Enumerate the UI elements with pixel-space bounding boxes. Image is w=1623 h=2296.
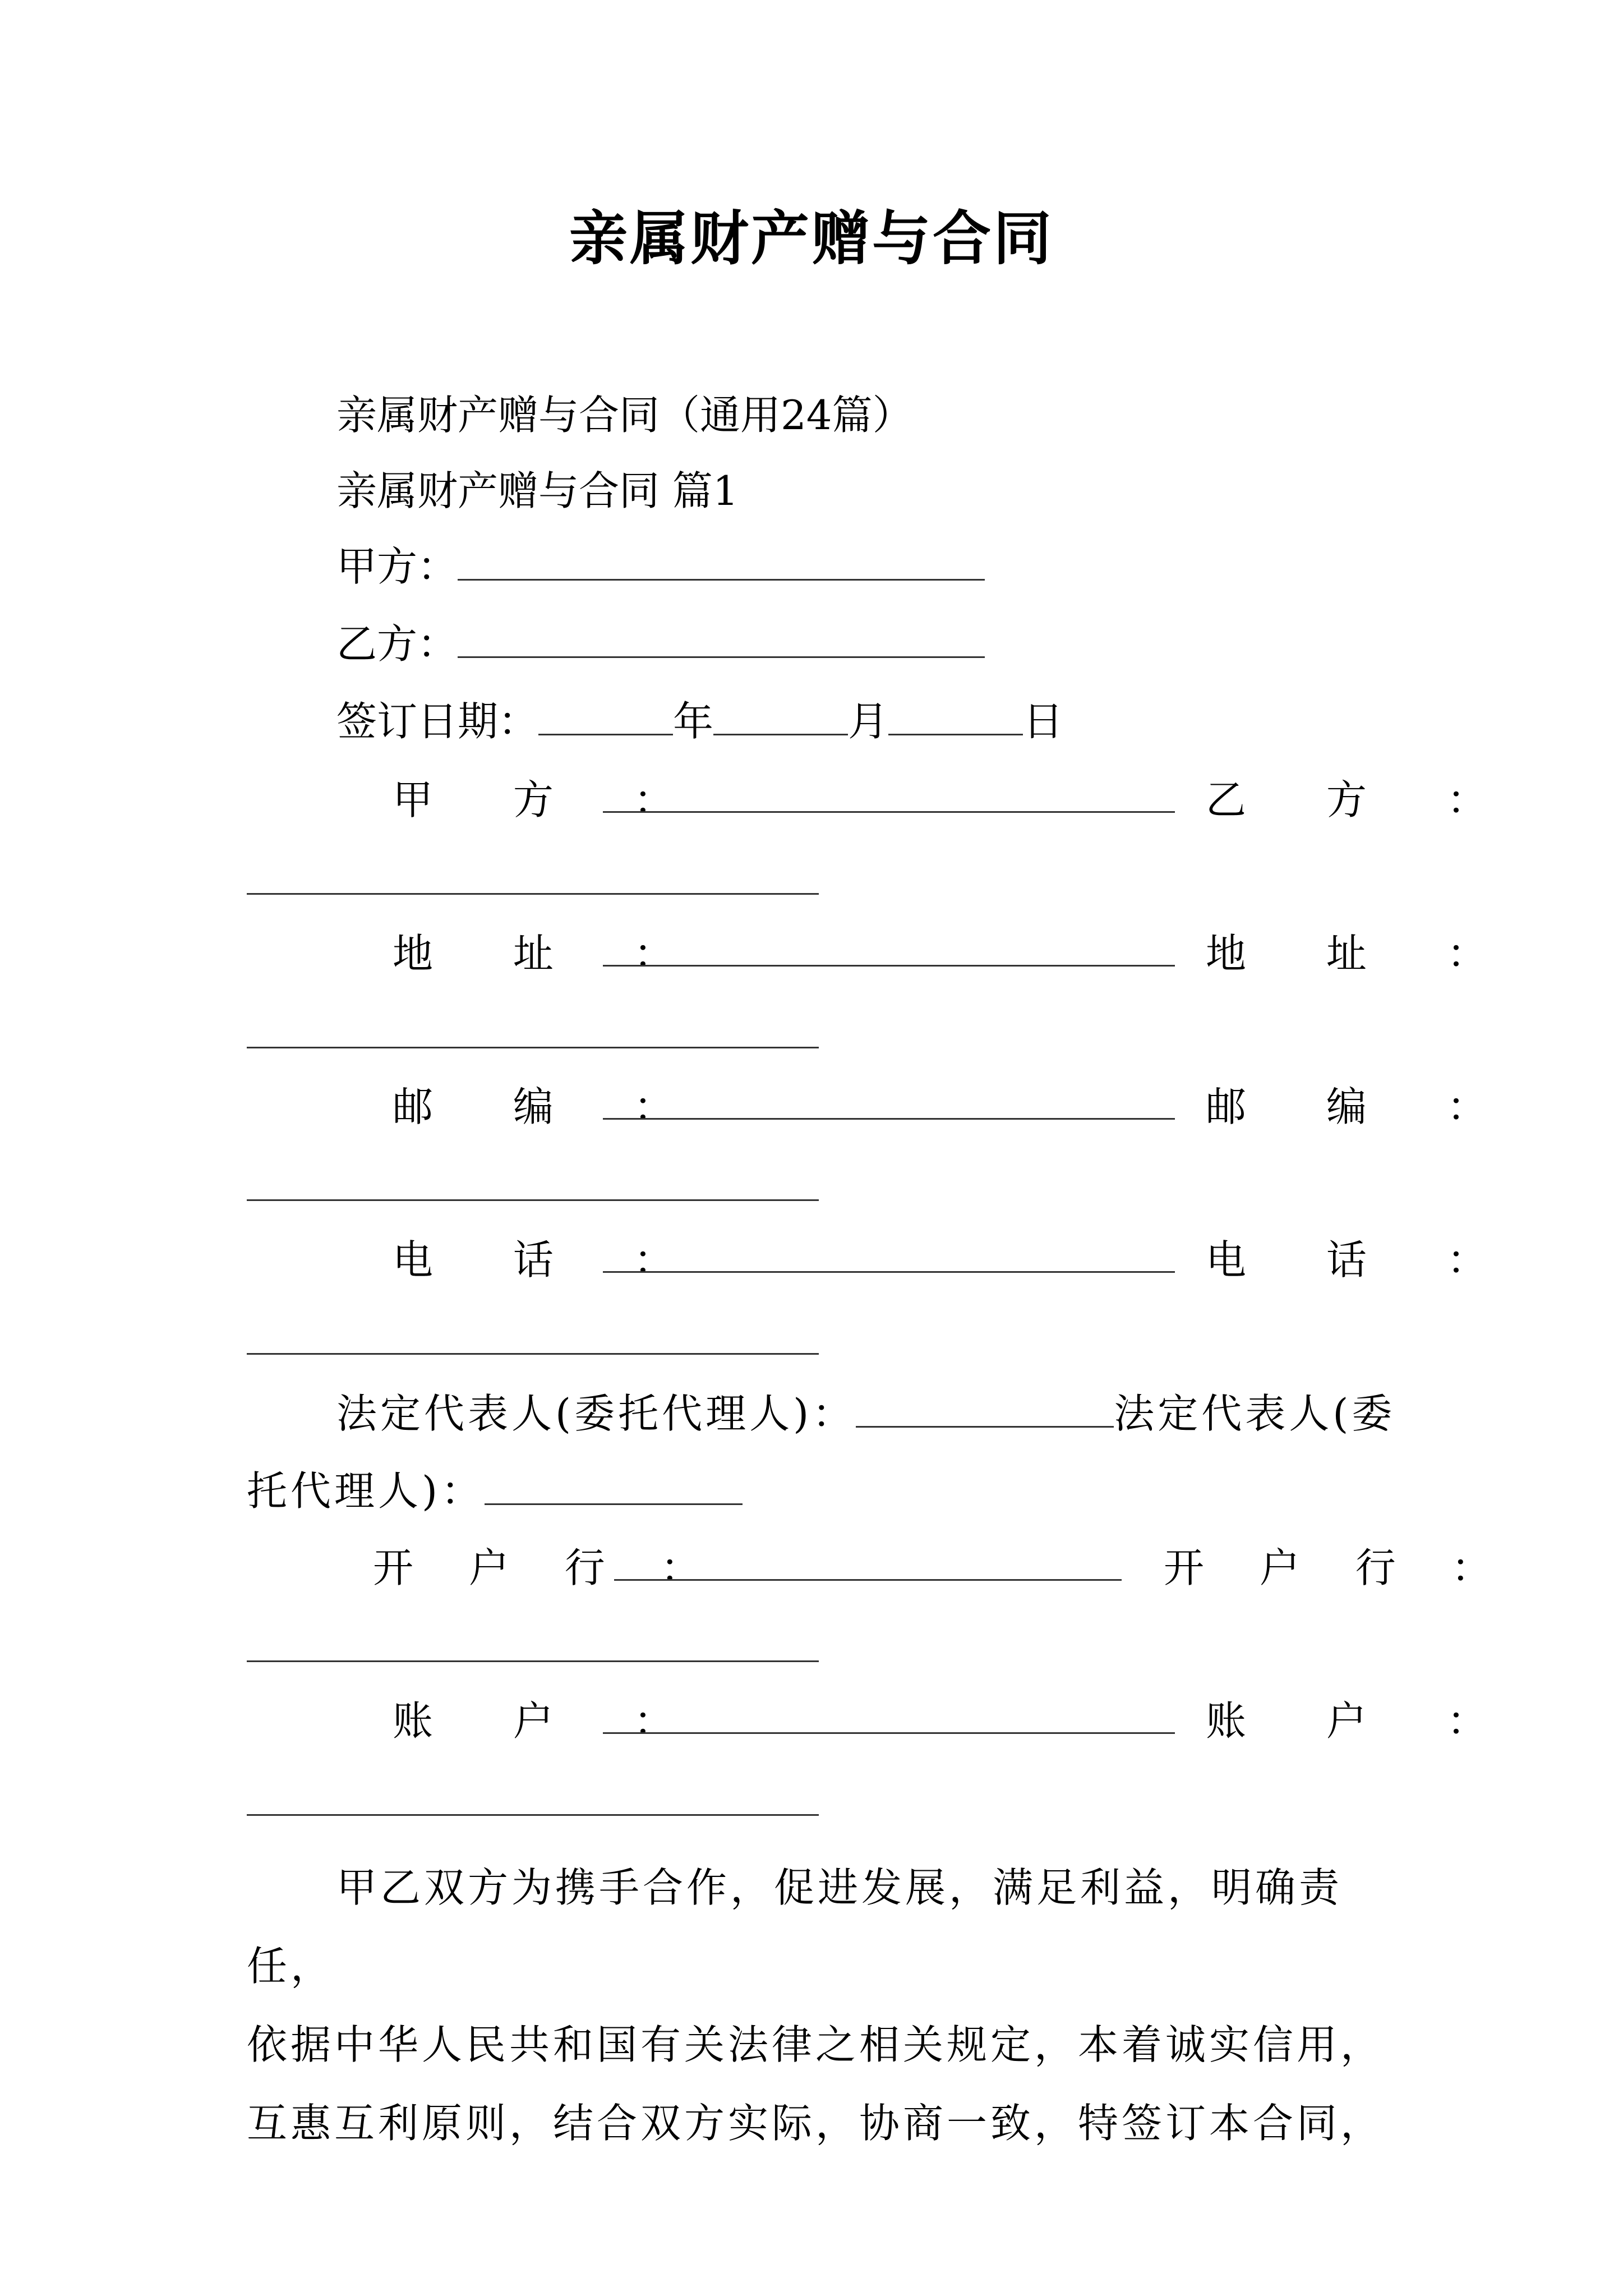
postcode-a-blank[interactable] [603, 1118, 1175, 1120]
phone-b-blank[interactable] [247, 1353, 819, 1355]
phone-a-label: 电 话 ： [393, 1236, 708, 1283]
account-a-blank[interactable] [603, 1732, 1175, 1734]
legal-rep-b-blank[interactable] [485, 1469, 743, 1505]
party-b-header-row [336, 616, 985, 672]
legal-rep-row-continued [247, 1463, 743, 1519]
year-label: 年 [673, 698, 714, 745]
sign-date-label: 签订日期： [336, 698, 539, 745]
account-a-label: 账 户 ： [393, 1697, 708, 1745]
bank-b-label: 开 户 行 ： [1164, 1544, 1513, 1591]
party-b-table-blank[interactable] [247, 893, 819, 895]
phone-a-blank[interactable] [603, 1271, 1175, 1273]
address-b-label: 地 址 ： [1206, 930, 1521, 977]
preamble-line-3: 互惠互利原则，结合双方实际，协商一致，特签订本合同， [247, 2100, 1385, 2147]
account-b-blank[interactable] [247, 1814, 819, 1816]
account-b-label: 账 户 ： [1206, 1697, 1521, 1745]
month-blank[interactable] [713, 699, 848, 735]
address-a-label: 地 址 ： [393, 930, 708, 977]
address-b-blank[interactable] [247, 1047, 819, 1048]
day-label: 日 [1023, 698, 1064, 745]
preamble-paragraph [247, 1848, 1391, 2162]
bank-a-label: 开 户 行 ： [373, 1544, 722, 1591]
party-a-label: 甲方： [336, 543, 458, 590]
section-heading: 亲属财产赠与合同 篇1 [336, 467, 739, 514]
month-label: 月 [848, 698, 889, 745]
legal-rep-b-label-part2: 托代理人)： [247, 1467, 485, 1515]
preamble-line-2: 依据中华人民共和国有关法律之相关规定，本着诚实信用， [247, 2021, 1385, 2068]
year-blank[interactable] [538, 699, 673, 735]
party-a-table-blank[interactable] [603, 811, 1175, 813]
party-a-header-row [336, 539, 985, 595]
phone-b-label: 电 话 ： [1206, 1236, 1521, 1283]
document-title: 亲属财产赠与合同 [569, 204, 1054, 273]
sign-date-row [336, 693, 1063, 749]
legal-rep-a-blank[interactable] [856, 1391, 1114, 1428]
address-a-blank[interactable] [603, 965, 1175, 967]
party-a-table-label: 甲 方 ： [393, 776, 708, 823]
legal-rep-b-label-part1: 法定代表人(委 [1114, 1390, 1396, 1437]
bank-b-blank[interactable] [247, 1660, 819, 1662]
postcode-b-blank[interactable] [247, 1199, 819, 1201]
party-a-blank[interactable] [458, 544, 985, 581]
legal-rep-row [336, 1386, 1395, 1442]
postcode-a-label: 邮 编 ： [393, 1083, 708, 1130]
preamble-line-1: 甲乙双方为携手合作，促进发展，满足利益，明确责任， [247, 1864, 1343, 1990]
legal-rep-a-label: 法定代表人(委托代理人)： [336, 1390, 856, 1437]
document-subtitle: 亲属财产赠与合同（通用24篇） [336, 392, 913, 439]
party-b-blank[interactable] [458, 622, 985, 658]
postcode-b-label: 邮 编 ： [1206, 1083, 1521, 1130]
party-b-table-label: 乙 方 ： [1206, 776, 1521, 823]
day-blank[interactable] [888, 699, 1023, 735]
party-b-label: 乙方： [336, 620, 458, 668]
bank-a-blank[interactable] [614, 1579, 1122, 1581]
